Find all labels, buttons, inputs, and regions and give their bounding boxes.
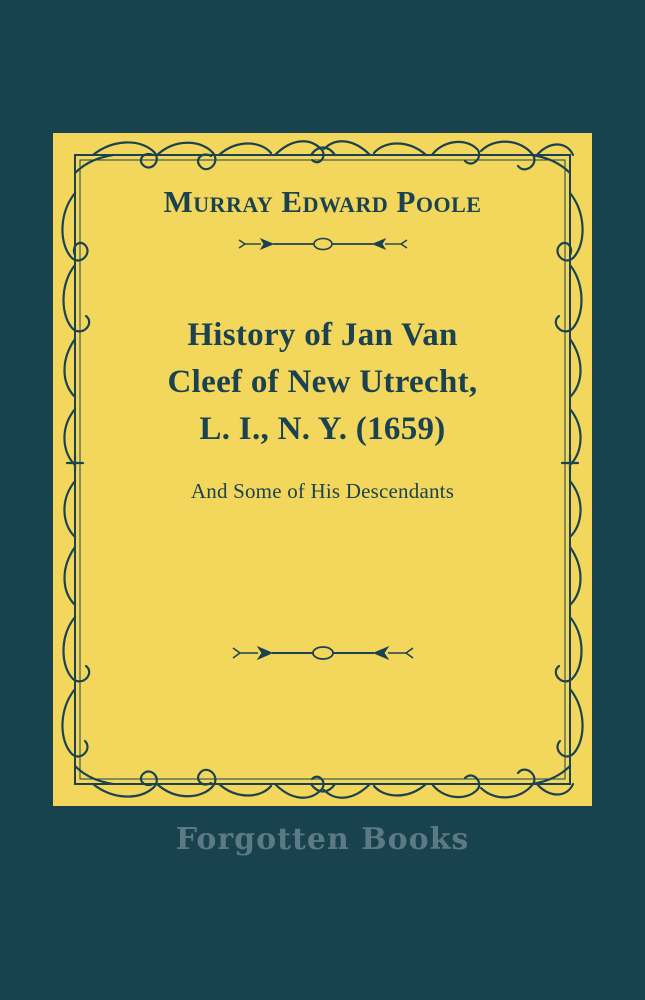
cover-label-panel xyxy=(53,133,592,806)
title-line-2: Cleef of New Utrecht, xyxy=(167,363,478,400)
title-line-1: History of Jan Van xyxy=(187,317,458,354)
ornamental-divider-lower-icon xyxy=(218,641,428,665)
title-line-3: L. I., N. Y. (1659) xyxy=(199,410,446,447)
book-subtitle: And Some of His Descendants xyxy=(190,478,455,503)
book-title xyxy=(97,312,548,453)
author-name: Murray Edward Poole xyxy=(163,184,482,219)
ornamental-divider-icon xyxy=(223,233,423,255)
publisher-name: Forgotten Books xyxy=(175,822,470,857)
cover-content xyxy=(53,133,592,806)
publisher-logo xyxy=(0,822,645,857)
